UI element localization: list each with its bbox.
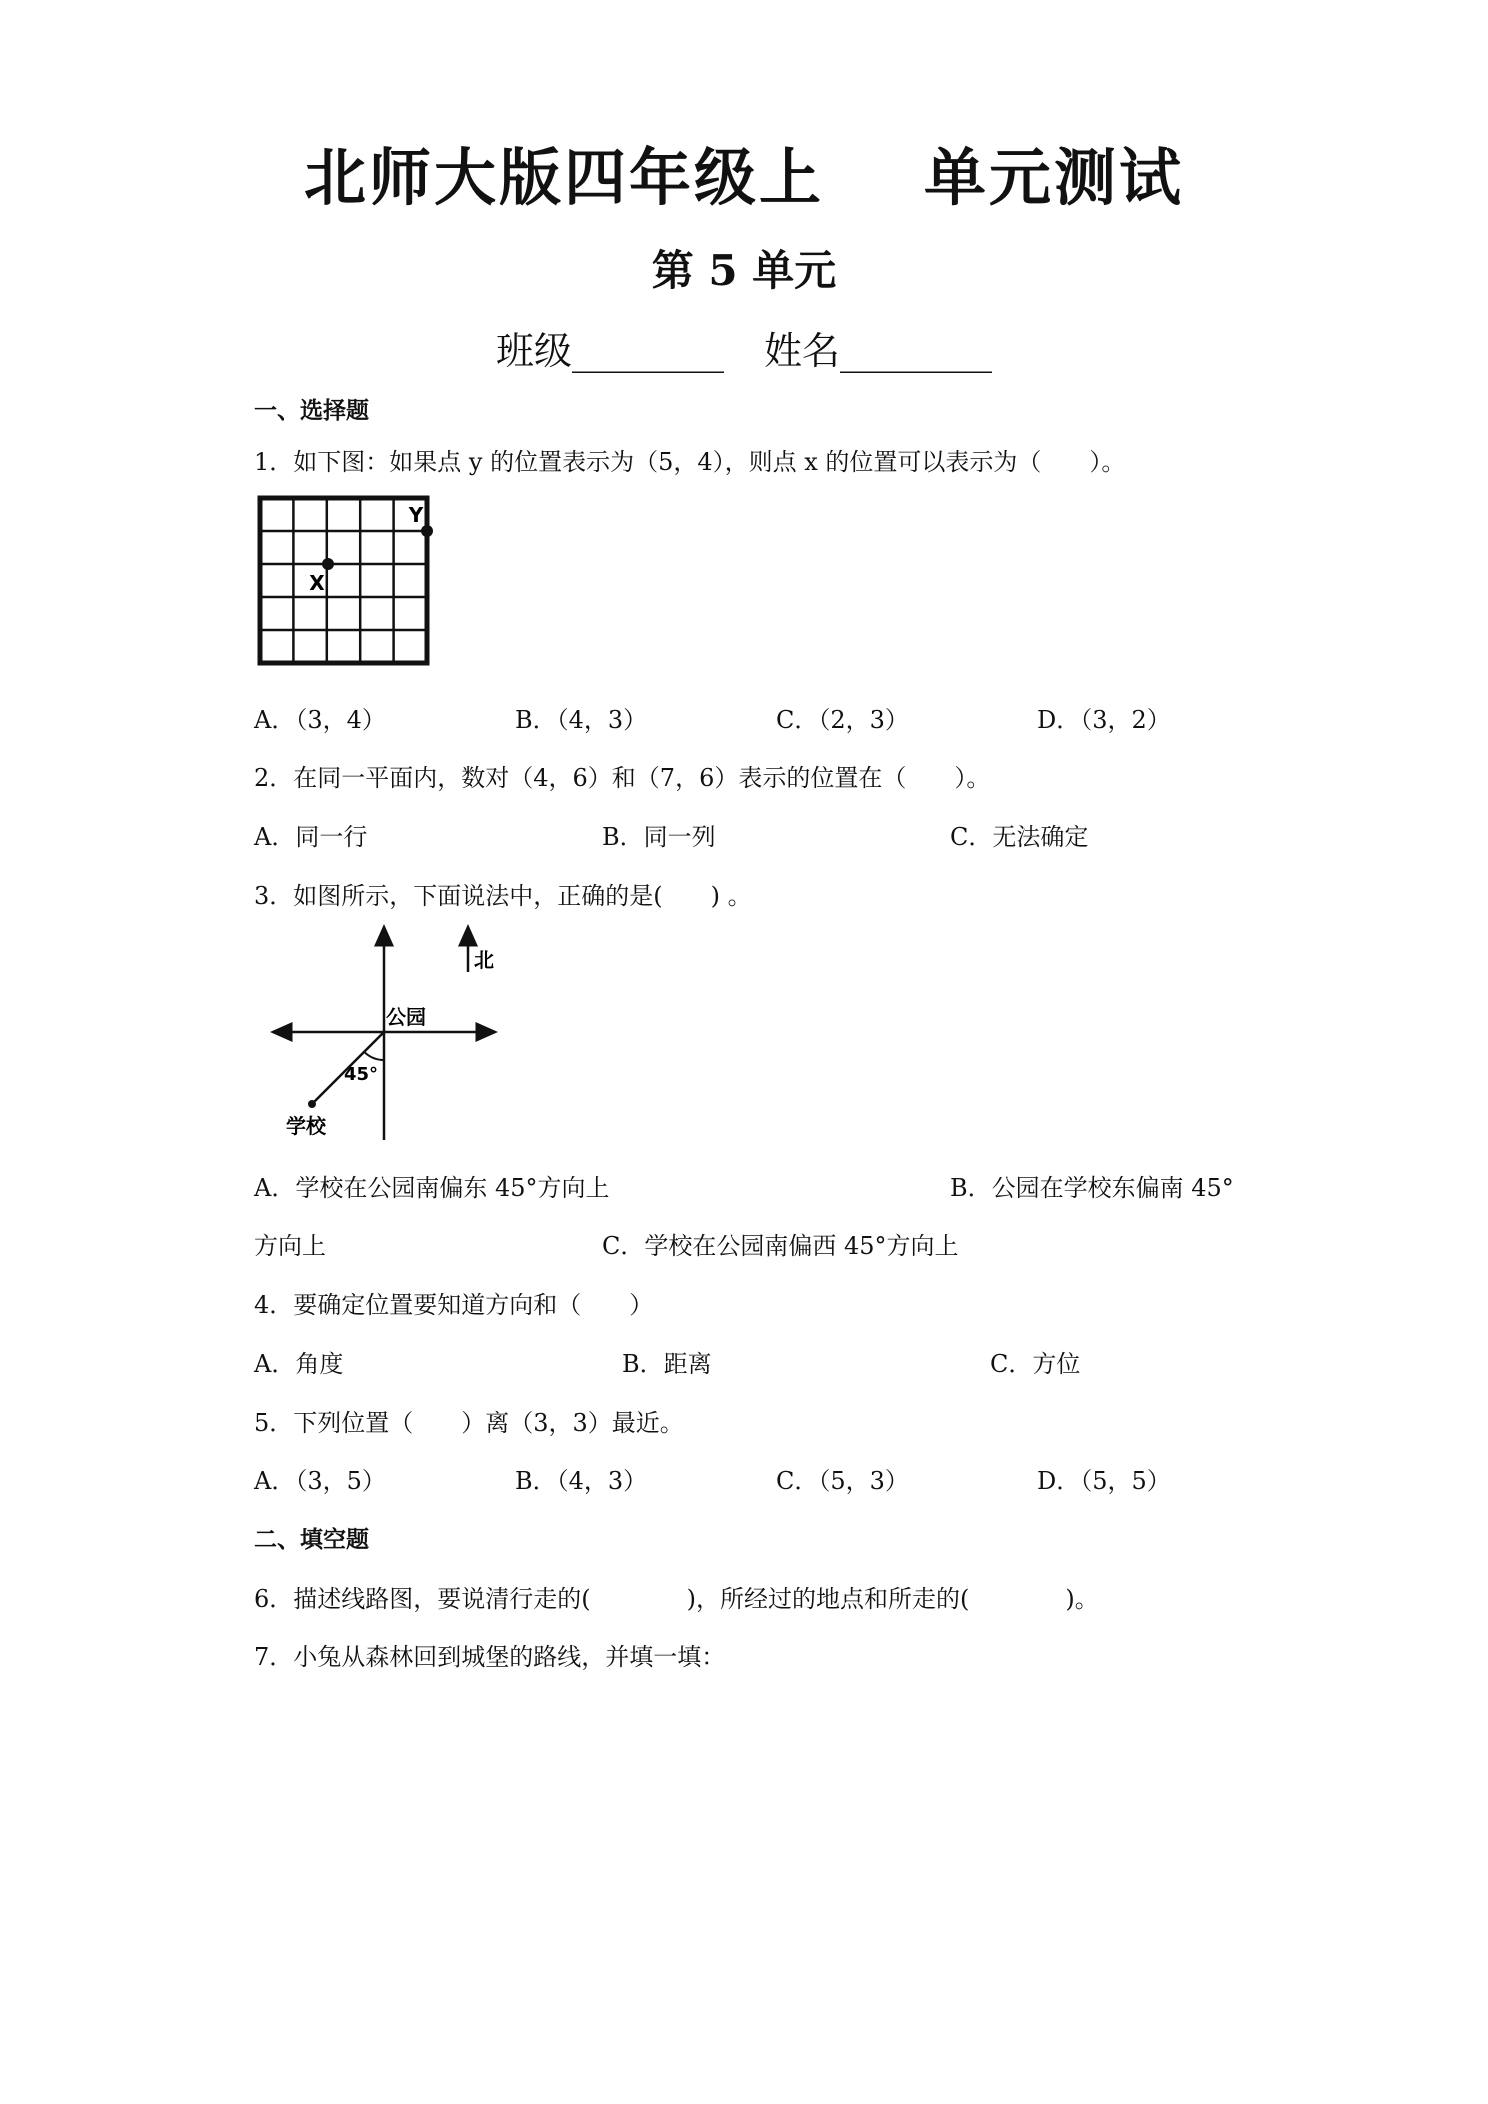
grid-lines xyxy=(260,498,427,663)
class-field[interactable]: 班级________ xyxy=(495,329,724,373)
q3-option-c[interactable]: C．学校在公园南偏西 45°方向上 xyxy=(602,1232,959,1260)
school-label: 学校 xyxy=(286,1114,326,1138)
q1-option-d[interactable]: D．（3，2） xyxy=(1037,706,1171,734)
q4-option-c[interactable]: C．方位 xyxy=(990,1350,1081,1378)
title-part1: 北师大版四年级上 xyxy=(303,141,824,214)
q3-option-b[interactable]: B．公园在学校东偏南 45° xyxy=(950,1174,1234,1202)
q4-option-a[interactable]: A．角度 xyxy=(254,1350,344,1378)
student-info-line xyxy=(0,320,1488,375)
q2-option-b[interactable]: B．同一列 xyxy=(602,823,716,851)
unit-subtitle: 第 5 单元 xyxy=(651,246,837,295)
question-3-text: 3．如图所示，下面说法中，正确的是( ) 。 xyxy=(254,882,752,910)
section-fill-title: 二、填空题 xyxy=(254,1527,369,1553)
page-title xyxy=(0,128,1488,217)
question-6-text: 6．描述线路图，要说清行走的( )，所经过的地点和所走的( )。 xyxy=(254,1585,1099,1613)
question-5-text: 5．下列位置（ ）离（3，3）最近。 xyxy=(254,1409,684,1437)
q1-option-a[interactable]: A．（3，4） xyxy=(254,706,386,734)
q5-option-b[interactable]: B．（4，3） xyxy=(515,1467,648,1495)
park-label: 公园 xyxy=(386,1005,426,1029)
grid-border xyxy=(260,498,427,663)
angle-arc xyxy=(364,1052,384,1060)
q5-option-a[interactable]: A．（3，5） xyxy=(254,1467,386,1495)
title-part2: 单元测试 xyxy=(924,141,1185,214)
q4-option-b[interactable]: B．距离 xyxy=(622,1350,712,1378)
q3-option-b-continued[interactable]: 方向上 xyxy=(254,1232,326,1260)
school-point xyxy=(308,1100,316,1108)
q5-option-d[interactable]: D．（5，5） xyxy=(1037,1467,1171,1495)
question-4-text: 4．要确定位置要知道方向和（ ） xyxy=(254,1291,654,1319)
label-y: Y xyxy=(408,503,424,527)
q1-grid-figure xyxy=(250,488,450,678)
section-choice-title: 一、选择题 xyxy=(254,398,369,424)
name-field[interactable]: 姓名________ xyxy=(764,329,993,373)
north-label: 北 xyxy=(474,948,494,972)
q3-direction-figure xyxy=(268,920,508,1150)
point-x xyxy=(322,558,334,570)
label-x: X xyxy=(309,571,325,595)
q5-option-c[interactable]: C．（5，3） xyxy=(776,1467,909,1495)
q2-option-c[interactable]: C．无法确定 xyxy=(950,823,1089,851)
q3-option-a[interactable]: A．学校在公园南偏东 45°方向上 xyxy=(254,1174,610,1202)
q1-option-b[interactable]: B．（4，3） xyxy=(515,706,648,734)
angle-label: 45° xyxy=(344,1064,379,1085)
q1-option-c[interactable]: C．（2，3） xyxy=(776,706,909,734)
q2-option-a[interactable]: A．同一行 xyxy=(254,823,368,851)
question-1-text: 1．如下图：如果点 y 的位置表示为（5，4），则点 x 的位置可以表示为（ ）。 xyxy=(254,448,1126,476)
question-7-text: 7．小兔从森林回到城堡的路线，并填一填： xyxy=(254,1643,726,1671)
question-2-text: 2．在同一平面内，数对（4，6）和（7，6）表示的位置在（ ）。 xyxy=(254,764,991,792)
